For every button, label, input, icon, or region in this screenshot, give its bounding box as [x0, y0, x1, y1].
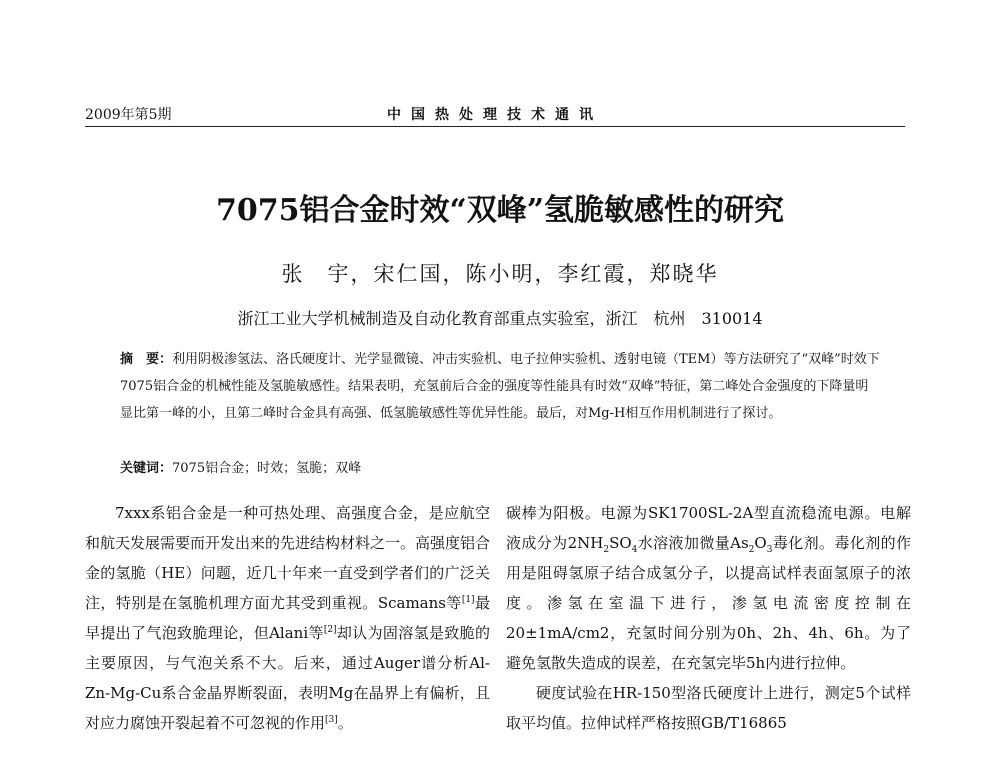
citation-1: [1]	[461, 595, 475, 605]
text-run: O	[754, 534, 767, 552]
text-run: 最早提出了气泡致脆理论，但Alani等	[85, 594, 490, 642]
text-run: 7xxx系铝合金是一种可热处理、高强度合金，是应航空和航天发展需要而开发出来的先进结构材料之一。高强度铝合金的氢脆（HE）问题，近几十年来一直受到学者们的广泛关注，特别是在氢脆机理方面尤其受到重视。Scamans等	[85, 504, 491, 612]
subscript: 2	[603, 545, 610, 555]
text-run: 水溶液加微量As	[637, 534, 749, 552]
paper-title: 7075铝合金时效“双峰”氢脆敏感性的研究	[215, 193, 784, 228]
keywords-text: 7075铝合金；时效；氢脆；双峰	[172, 461, 362, 476]
text-run: 毒化剂。毒化剂的作用是阻碍氢原子结合成氢分子，以提高试样表面氢原子的浓度。渗氢在室温下进行，渗氢电流密度控制在20±1mA/cm2，充氢时间分别为0h、2h、4h、6h。为了避免氢散失造成的误差，在充氢完毕5h内进行拉伸。	[506, 534, 911, 672]
hardness-paragraph: 硬度试验在HR-150型洛氏硬度计上进行，测定5个试样取平均值。拉伸试样严格按照GB/T16865	[506, 684, 911, 732]
citation-2: [2]	[323, 625, 337, 635]
text-run: SO	[609, 534, 632, 552]
subscript: 3	[766, 545, 773, 555]
abstract	[120, 346, 880, 427]
journal-name: 中国热处理技术通讯	[387, 107, 603, 123]
author-list: 张 宇，宋仁国，陈小明，李红霞，郑晓华	[281, 262, 719, 286]
subscript: 4	[631, 545, 638, 555]
text-run: 却认为固溶氢是致脆的主要原因，与气泡关系不大。后来，通过Auger谱分析Al-Zn-Mg-Cu系合金晶界断裂面，表明Mg在晶界上有偏析，且对应力腐蚀开裂起着不可忽视的作用	[85, 624, 490, 732]
affiliation: 浙江工业大学机械制造及自动化教育部重点实验室，浙江 杭州 310014	[237, 309, 763, 328]
citation-3: [3]	[325, 715, 338, 725]
intro-paragraph	[85, 498, 490, 738]
issue-label: 2009年第5期	[85, 107, 172, 123]
running-header	[85, 104, 905, 127]
abstract-text: 利用阴极渗氢法、洛氏硬度计、光学显微镜、冲击实验机、电子拉伸实验机、透射电镜（TEM）等方法研究了“双峰”时效下7075铝合金的机械性能及氢脆敏感性。结果表明，充氢前后合金的强度等性能具有时效“双峰”特征，第二峰处合金强度的下降量明显比第一峰的小，且第二峰时合金具有高强、低氢脆敏感性等优异性能。最后，对Mg-H相互作用机制进行了探讨。	[120, 352, 880, 421]
method-paragraph	[506, 498, 911, 678]
text-run: 。	[337, 714, 353, 732]
body-column-right	[506, 498, 911, 738]
abstract-label: 摘 要：	[120, 352, 173, 367]
body-column-left	[85, 498, 490, 738]
subscript: 2	[748, 545, 755, 555]
keywords-label: 关键词：	[120, 461, 173, 476]
keywords	[120, 459, 880, 479]
text-run: 碳棒为阳极。电源为SK1700SL-2A型直流稳流电源。电解液成分为2NH	[506, 504, 911, 552]
